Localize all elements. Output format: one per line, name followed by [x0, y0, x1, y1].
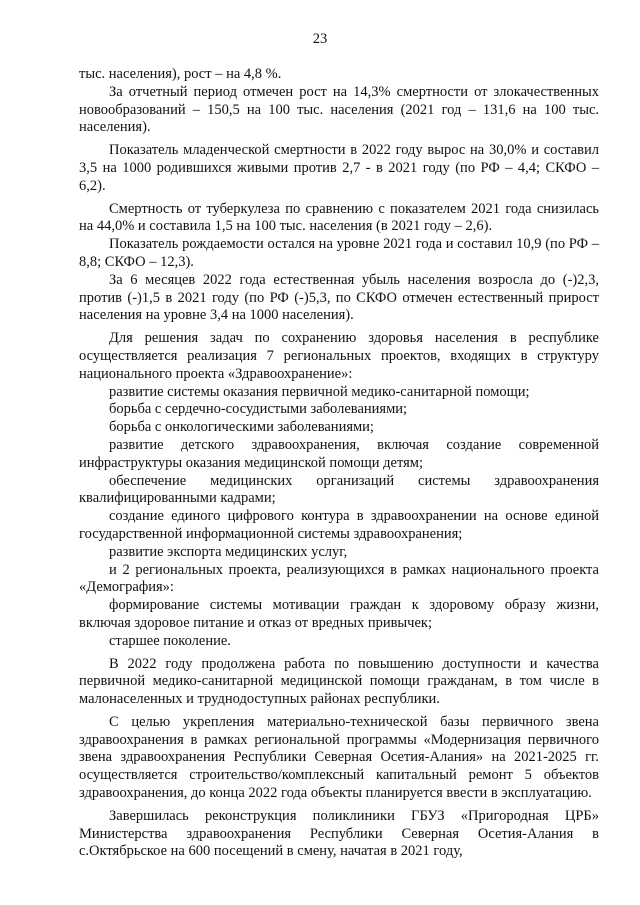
- list-item-4: развитие детского здравоохранения, включая создание современной инфраструктуры оказания медицинской помощи детям;: [79, 436, 599, 471]
- paragraph-3: Показатель младенческой смертности в 2022 году вырос на 30,0% и составил 3,5 на 1000 родившихся живыми против 2,7 - в 2021 году (по РФ – 4,4; СКФО – 6,2).: [79, 142, 599, 194]
- list-item-9: старшее поколение.: [109, 632, 231, 649]
- paragraph-1: тыс. населения), рост – на 4,8 %.: [79, 66, 282, 82]
- document-body: [79, 66, 599, 861]
- list-item-8: формирование системы мотивации граждан к здоровому образу жизни, включая здоровое питание и отказ от вредных привычек;: [79, 597, 599, 631]
- paragraph-10: С целью укрепления материально-технической базы первичного звена здравоохранения в рамках региональной программы «Модернизация первичного звена здравоохранения Республики Северная Осетия-Алания» на 2021-2025 гг. осуществляется строительство/комплексный капитальный ремонт 5 объектов здравоохранения, до конца 2022 года объекты планируется ввести в эксплуатацию.: [79, 713, 599, 802]
- paragraph-11: Завершилась реконструкция поликлиники ГБУЗ «Пригородная ЦРБ» Министерства здравоохранения Республики Северная Осетия-Алания в с.Октябрьское на 600 посещений в смену, начатая в 2021 году,: [79, 807, 599, 860]
- paragraph-7: Для решения задач по сохранению здоровья населения в республике осуществляется реализация 7 региональных проектов, входящих в структуру национального проекта «Здравоохранение»:: [79, 330, 599, 382]
- paragraph-2: За отчетный период отмечен рост на 14,3% смертности от злокачественных новообразований – 150,5 на 100 тыс. населения (2021 год – 131,6 на 100 тыс. населения).: [79, 83, 599, 136]
- list-item-3: борьба с онкологическими заболеваниями;: [109, 419, 374, 436]
- list-item-6: создание единого цифрового контура в здравоохранении на основе единой государственной информационной системы здравоохранения;: [79, 508, 599, 542]
- list-item-5: обеспечение медицинских организаций системы здравоохранения квалифицированными кадрами;: [79, 472, 599, 507]
- list-item-7: развитие экспорта медицинских услуг,: [109, 543, 348, 560]
- paragraph-9: В 2022 году продолжена работа по повышению доступности и качества первичной медико-санитарной медицинской помощи гражданам, в том числе в малонаселенных и труднодоступных районах республики.: [79, 655, 599, 708]
- list-item-1: развитие системы оказания первичной медико-санитарной помощи;: [109, 383, 530, 400]
- page-number: 23: [312, 31, 328, 47]
- paragraph-8: и 2 региональных проекта, реализующихся в рамках национального проекта «Демография»:: [79, 561, 599, 596]
- list-item-2: борьба с сердечно-сосудистыми заболеваниями;: [109, 401, 408, 418]
- paragraph-6: За 6 месяцев 2022 года естественная убыль населения возросла до (-)2,3, против (-)1,5 в 2021 году (по РФ (-)5,3, по СКФО отмечен естественный прирост населения на уровне 3,4 на 1000 населения).: [79, 271, 599, 324]
- paragraph-5: Показатель рождаемости остался на уровне 2021 года и составил 10,9 (по РФ – 8,8; СКФО – 12,3).: [79, 236, 599, 270]
- paragraph-4: Смертность от туберкулеза по сравнению с показателем 2021 года снизилась на 44,0% и составила 1,5 на 100 тыс. населения (в 2021 году – 2,6).: [79, 200, 599, 235]
